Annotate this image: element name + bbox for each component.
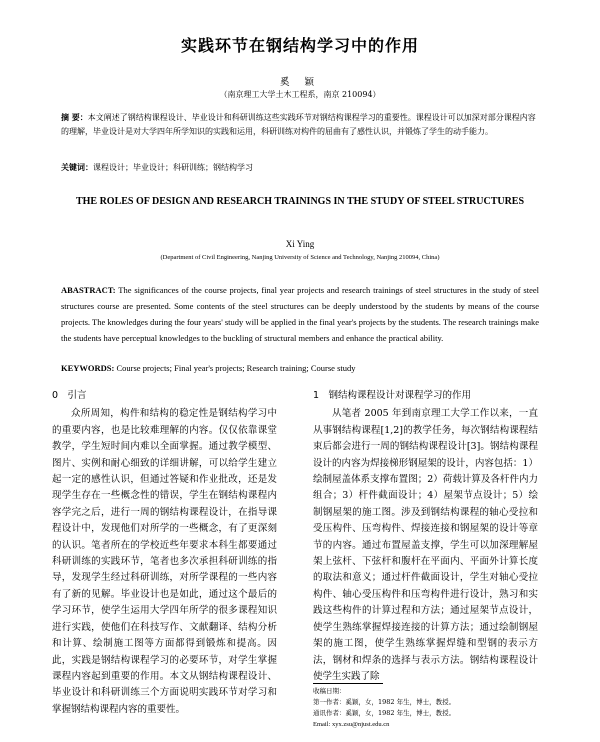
chinese-author: 奚 颖 <box>279 77 321 88</box>
english-abstract <box>61 282 539 346</box>
english-abstract-text: The significances of the course projects, final year projects and research trainings of steel structures in the study of steel structures course are presented. Some contents of the steel structures can be deeply understood by the students by means of the course projects. The knowledges during the four years' study will be applied in the final year's projects by the students. The research trainings make the students have perceptual knowledges to the buckling of structural members and enhance the practical ability. <box>61 285 539 343</box>
chinese-keywords-label: 关键词： <box>61 163 93 172</box>
chinese-abstract-label: 摘 要： <box>61 113 88 122</box>
english-keywords-label: KEYWORDS: <box>61 363 115 373</box>
footnote-email: Email: xyx.zsu@njust.edu.cn <box>313 721 390 728</box>
english-abstract-label: ABASTRACT: <box>61 285 116 295</box>
chinese-affiliation: （南京理工大学土木工程系，南京 210094） <box>219 90 381 99</box>
chinese-abstract-text: 本文阐述了钢结构课程设计、毕业设计和科研训练这些实践环节对钢结构课程学习的重要性。课程设计可以加深对部分课程内容的理解，毕业设计是对大学四年所学知识的实践和运用，科研训练对构件的屈曲有了感性认识，并锻炼了学生的动手能力。 <box>61 113 536 136</box>
footnote-first-author: 第一作者：奚颖，女，1982 年生，博士，教授。 <box>313 698 456 706</box>
chinese-keywords-text: 课程设计；毕业设计；科研训练；钢结构学习 <box>93 163 253 172</box>
english-title: THE ROLES OF DESIGN AND RESEARCH TRAININGS IN THE STUDY OF STEEL STRUCTURES <box>75 196 525 207</box>
section-1-paragraph: 从笔者 2005 年到南京理工大学工作以来，一直从事钢结构课程[1,2]的教学任务，每次钢结构课程结束后都会进行一周的钢结构课程设计[3]。钢结构课程设计的内容为焊接梯形钢屋架的设计，内容包括：1）绘制屋盖体系支撑布置图；2）荷载计算及各杆件内力组合；3）杆件截面设计；4）屋架节点设计；5）绘制钢屋架的施工图。涉及到钢结构课程的轴心受拉和受压构件、压弯构件、焊接连接和钢屋架的设计等章节的内容。通过布置屋盖支撑，学生可以加深理解屋架上弦杆、下弦杆和腹杆在平面内、平面外计算长度的取法和意义；通过杆件截面设计，学生对轴心受拉构件、轴心受压构件和压弯构件进行设计，熟习和实践这些构件的计算过程和方法；通过屋架节点设计，使学生熟练掌握焊接连接的计算方法；通过绘制钢屋架的施工图，使学生熟练掌握焊缝和型钢的表示方法，钢材和焊条的选择与表示方法。钢结构课程设计使学生实践了除 <box>313 408 538 682</box>
english-keywords <box>61 363 539 373</box>
chinese-title: 实践环节在钢结构学习中的作用 <box>180 36 419 55</box>
footnote-corresponding-author: 通讯作者：奚颖，女，1982 年生，博士，教授。 <box>313 709 456 717</box>
right-column <box>313 388 538 685</box>
section-1-heading: 1 钢结构课程设计对课程学习的作用 <box>313 390 472 401</box>
section-0-paragraph: 众所周知，构件和结构的稳定性是钢结构学习中的重要内容，也是比较难理解的内容。仅仅依靠课堂教学，学生短时间内难以全面掌握。通过教学模型、图片、实例和耐心细致的详细讲解，可以给学生建立起一定的感性认识，但通过答疑和作业批改，还是发现学生存在一些概念性的错误，学生在钢结构课程内容学完之后，进行一周的钢结构课程设计，在指导课程设计中，发现他们对所学的一些概念，有了更深刻的认识。笔者所在的学校近些年要求本科生都要通过科研训练的实践环节，笔者也多次承担科研训练的指导，发现学生经过科研训练，对所学课程的一些内容有了新的见解。毕业设计也是如此，通过这个最后的学习环节，使学生运用大学四年所学的很多课程知识进行实践，使他们在科技写作、文献翻译、结构分析和计算、绘制施工图等方面都得到锻炼和提高。因此，实践是钢结构课程学习的必要环节，对学生掌握课程内容起到重要的作用。本文从钢结构课程设计、毕业设计和科研训练三个方面说明实践环节对学习和掌握钢结构课程内容的重要性。 <box>52 408 277 715</box>
english-author: Xi Ying <box>285 239 315 249</box>
left-column <box>52 388 277 718</box>
section-0-heading: 0 引言 <box>52 390 87 401</box>
chinese-keywords <box>61 161 539 175</box>
english-affiliation: (Department of Civil Engineering, Nanjing University of Science and Technology, Nanjing 210094, China) <box>160 254 440 261</box>
english-keywords-text: Course projects; Final year's projects; Research training; Course study <box>116 363 356 373</box>
footnote-received: 收稿日期： <box>313 687 346 695</box>
chinese-abstract <box>61 111 539 139</box>
footnote-divider <box>313 683 383 684</box>
